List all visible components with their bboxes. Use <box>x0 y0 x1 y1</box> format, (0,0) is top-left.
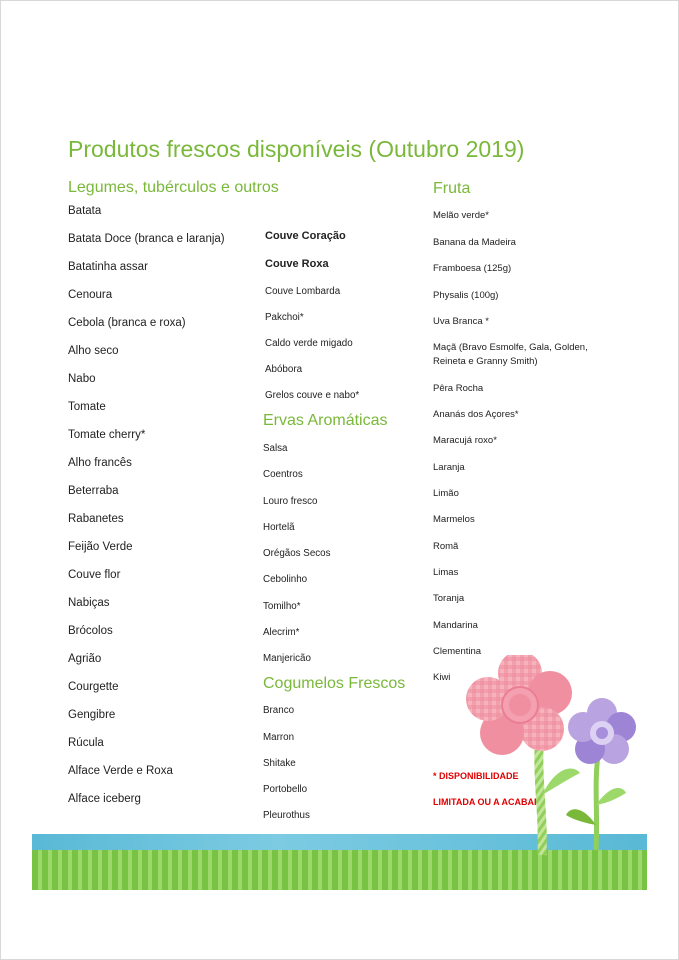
list-item: Kiwi <box>433 672 451 683</box>
list-item: Alecrim* <box>263 627 300 638</box>
list-item: Beterraba <box>68 485 119 497</box>
list-item: Marron <box>263 732 295 743</box>
list-item: Tomilho* <box>263 601 301 612</box>
list-item: Marmelos <box>433 514 475 525</box>
list-item: Maracujá roxo* <box>433 435 497 446</box>
list-item: Couve flor <box>68 569 121 581</box>
list-item: Brócolos <box>68 625 113 637</box>
list-item: Nabiças <box>68 597 110 609</box>
list-item: Romã <box>433 541 459 552</box>
list-item: Salsa <box>263 443 288 454</box>
list-item: Rúcula <box>68 737 104 749</box>
list-item: Nabo <box>68 373 96 385</box>
availability-note-line2: LIMITADA OU A ACABAR <box>433 797 541 807</box>
list-item: Orégãos Secos <box>263 548 331 559</box>
list-item: Rabanetes <box>68 513 124 525</box>
list-item: Cebola (branca e roxa) <box>68 317 186 329</box>
list-item: Manjericão <box>263 653 311 664</box>
list-item: Alho seco <box>68 345 119 357</box>
list-item: Shitake <box>263 758 296 769</box>
list-item: Tomate cherry* <box>68 429 146 441</box>
list-item: Pêra Rocha <box>433 383 484 394</box>
list-item: Toranja <box>433 593 465 604</box>
list-item: Batatinha assar <box>68 261 148 273</box>
page-title: Produtos frescos disponíveis (Outubro 2019) <box>68 136 525 162</box>
list-item: Maçã (Bravo Esmolfe, Gala, Golden, <box>433 342 588 353</box>
list-item: Banana da Madeira <box>433 237 516 248</box>
ervas-heading: Ervas Aromáticas <box>263 412 388 429</box>
list-item: Feijão Verde <box>68 541 133 553</box>
list-item: Batata Doce (branca e laranja) <box>68 233 225 245</box>
list-item: Pakchoi* <box>265 312 304 323</box>
list-item: Cebolinho <box>263 574 308 585</box>
list-item: Clementina <box>433 646 482 657</box>
list-item: Limas <box>433 567 459 578</box>
list-item: Courgette <box>68 681 119 693</box>
list-item: Uva Branca * <box>433 316 489 327</box>
list-item: Agrião <box>68 653 102 665</box>
list-item: Gengibre <box>68 709 116 721</box>
list-item: Alho francês <box>68 457 132 469</box>
list-item: Hortelã <box>263 522 295 533</box>
list-item: Coentros <box>263 469 303 480</box>
availability-note-line1: * DISPONIBILIDADE <box>433 771 519 781</box>
list-item: Mandarina <box>433 620 478 631</box>
list-item: Limão <box>433 488 459 499</box>
cogumelos-heading: Cogumelos Frescos <box>263 675 406 692</box>
list-item: Louro fresco <box>263 496 318 507</box>
list-item: Tomate <box>68 401 106 413</box>
list-item: Alface iceberg <box>68 793 141 805</box>
list-item: Cenoura <box>68 289 113 301</box>
list-item: Pleurothus <box>263 810 310 821</box>
list-item: Couve Roxa <box>265 258 329 270</box>
list-item: Batata <box>68 205 102 217</box>
fruta-heading: Fruta <box>433 180 471 197</box>
list-item: Reineta e Granny Smith) <box>433 356 538 367</box>
list-item: Grelos couve e nabo* <box>265 390 360 401</box>
list-item: Portobello <box>263 784 308 795</box>
list-item: Couve Lombarda <box>265 286 341 297</box>
list-item: Laranja <box>433 462 465 473</box>
list-item: Framboesa (125g) <box>433 263 512 274</box>
list-item: Melão verde* <box>433 210 489 221</box>
list-item: Caldo verde migado <box>265 338 353 349</box>
legumes-heading: Legumes, tubérculos e outros <box>68 179 279 196</box>
list-item: Physalis (100g) <box>433 290 499 301</box>
list-item: Alface Verde e Roxa <box>68 765 173 777</box>
flowers-illustration <box>462 655 652 860</box>
list-item: Couve Coração <box>265 230 346 242</box>
list-item: Ananás dos Açores* <box>433 409 519 420</box>
list-item: Abóbora <box>265 364 303 375</box>
list-item: Branco <box>263 705 295 716</box>
